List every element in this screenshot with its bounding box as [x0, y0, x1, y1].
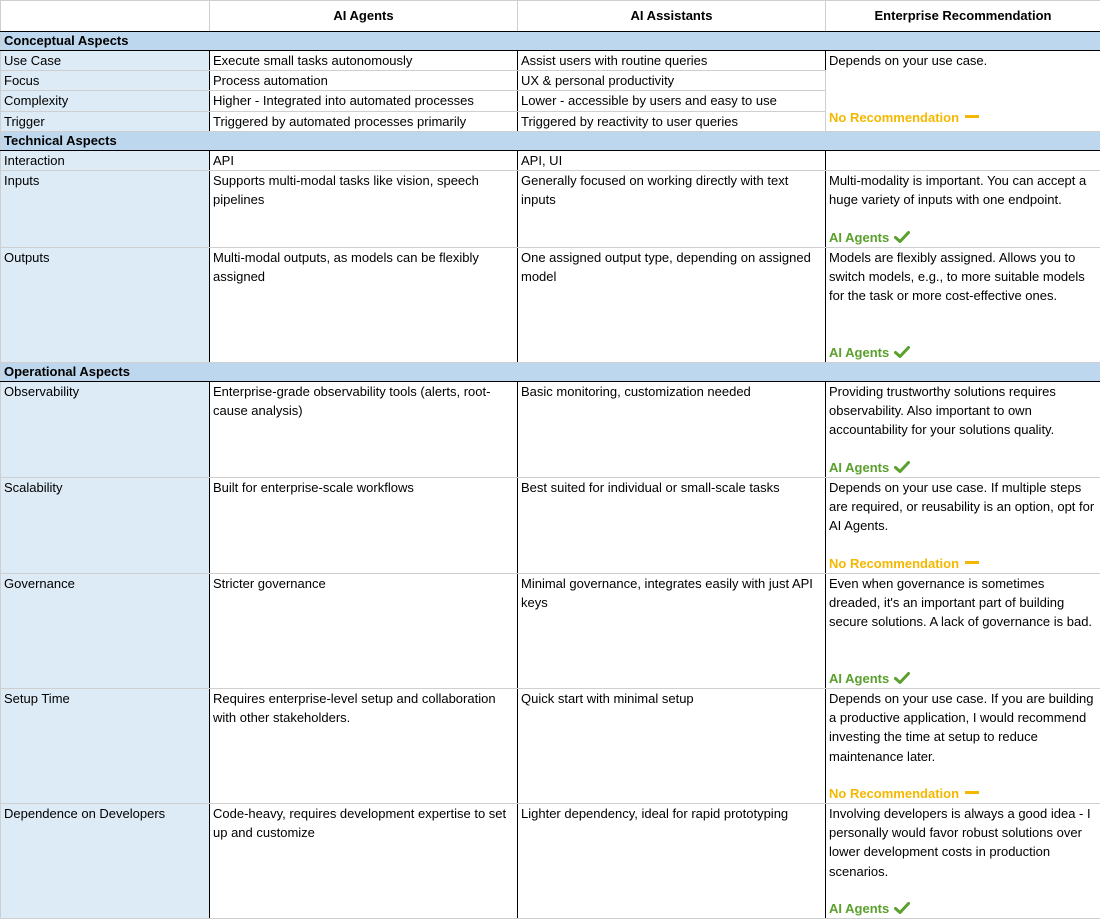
section-row-operational	[1, 363, 1100, 382]
checkmark-icon	[894, 902, 910, 914]
recommendation-status: AI Agents	[829, 670, 910, 687]
assistants-cell: Basic monitoring, customization needed	[518, 382, 826, 478]
section-row-technical	[1, 131, 1100, 150]
recommendation-text: Depends on your use case. If you are building a productive application, I would recommend investing the time at setup to reduce maintenance later.	[826, 689, 1100, 766]
recommendation-cell	[826, 689, 1100, 804]
assistants-cell: Best suited for individual or small-scale tasks	[518, 478, 826, 574]
agents-cell: Execute small tasks autonomously	[210, 51, 518, 71]
dash-icon	[965, 115, 979, 118]
recommendation-status: AI Agents	[829, 459, 910, 476]
table-row	[1, 248, 1100, 363]
agents-cell: Multi-modal outputs, as models can be flexibly assigned	[210, 248, 518, 363]
recommendation-status: AI Agents	[829, 900, 910, 917]
dash-icon	[965, 791, 979, 794]
recommendation-cell	[826, 804, 1100, 919]
table-row	[1, 51, 1100, 71]
row-label: Inputs	[1, 171, 210, 248]
header-row	[1, 1, 1100, 32]
agents-cell: Higher - Integrated into automated processes	[210, 91, 518, 111]
checkmark-icon	[894, 231, 910, 243]
recommendation-cell	[826, 171, 1100, 248]
recommendation-text: Even when governance is sometimes dreaded, it's an important part of building secure solutions. A lack of governance is bad.	[826, 574, 1100, 632]
table-row	[1, 689, 1100, 804]
agents-cell: Process automation	[210, 71, 518, 91]
row-label: Scalability	[1, 478, 210, 574]
recommendation-status: No Recommendation	[829, 555, 979, 572]
agents-cell: Triggered by automated processes primarily	[210, 111, 518, 131]
header-ai-agents: AI Agents	[210, 1, 518, 32]
agents-cell: Code-heavy, requires development expertise to set up and customize	[210, 804, 518, 919]
row-label: Setup Time	[1, 689, 210, 804]
row-label: Interaction	[1, 150, 210, 170]
recommendation-cell-empty	[826, 150, 1100, 170]
recommendation-status: AI Agents	[829, 344, 910, 361]
recommendation-cell	[826, 382, 1100, 478]
assistants-cell: Generally focused on working directly with text inputs	[518, 171, 826, 248]
header-enterprise-recommendation: Enterprise Recommendation	[826, 1, 1100, 32]
assistants-cell: API, UI	[518, 150, 826, 170]
assistants-cell: Lighter dependency, ideal for rapid prototyping	[518, 804, 826, 919]
recommendation-cell	[826, 574, 1100, 689]
header-corner	[1, 1, 210, 32]
recommendation-text: Involving developers is always a good idea - I personally would favor robust solutions over lower development costs in production scenarios.	[826, 804, 1100, 881]
row-label: Dependence on Developers	[1, 804, 210, 919]
recommendation-text: Depends on your use case.	[826, 51, 1100, 70]
section-title: Operational Aspects	[1, 363, 1100, 382]
agents-cell: Requires enterprise-level setup and collaboration with other stakeholders.	[210, 689, 518, 804]
row-label: Complexity	[1, 91, 210, 111]
recommendation-cell	[826, 51, 1100, 132]
table-row	[1, 574, 1100, 689]
checkmark-icon	[894, 672, 910, 684]
agents-cell: API	[210, 150, 518, 170]
table-row	[1, 382, 1100, 478]
dash-icon	[965, 561, 979, 564]
agents-cell: Built for enterprise-scale workflows	[210, 478, 518, 574]
checkmark-icon	[894, 346, 910, 358]
row-label: Outputs	[1, 248, 210, 363]
recommendation-status: No Recommendation	[829, 785, 979, 802]
row-label: Governance	[1, 574, 210, 689]
recommendation-text: Multi-modality is important. You can accept a huge variety of inputs with one endpoint.	[826, 171, 1100, 209]
table-row	[1, 804, 1100, 919]
recommendation-text: Providing trustworthy solutions requires observability. Also important to own accountability for your solutions quality.	[826, 382, 1100, 440]
agents-cell: Enterprise-grade observability tools (alerts, root-cause analysis)	[210, 382, 518, 478]
recommendation-status: No Recommendation	[829, 109, 979, 126]
row-label: Trigger	[1, 111, 210, 131]
row-label: Focus	[1, 71, 210, 91]
recommendation-cell	[826, 248, 1100, 363]
recommendation-status: AI Agents	[829, 229, 910, 246]
table-row	[1, 150, 1100, 170]
row-label: Use Case	[1, 51, 210, 71]
assistants-cell: Minimal governance, integrates easily with just API keys	[518, 574, 826, 689]
agents-cell: Supports multi-modal tasks like vision, speech pipelines	[210, 171, 518, 248]
recommendation-cell	[826, 478, 1100, 574]
section-row-conceptual	[1, 32, 1100, 51]
assistants-cell: Assist users with routine queries	[518, 51, 826, 71]
header-ai-assistants: AI Assistants	[518, 1, 826, 32]
assistants-cell: Triggered by reactivity to user queries	[518, 111, 826, 131]
assistants-cell: UX & personal productivity	[518, 71, 826, 91]
section-title: Technical Aspects	[1, 131, 1100, 150]
recommendation-text: Depends on your use case. If multiple steps are required, or reusability is an option, opt for AI Agents.	[826, 478, 1100, 536]
row-label: Observability	[1, 382, 210, 478]
assistants-cell: Lower - accessible by users and easy to use	[518, 91, 826, 111]
checkmark-icon	[894, 461, 910, 473]
assistants-cell: One assigned output type, depending on assigned model	[518, 248, 826, 363]
assistants-cell: Quick start with minimal setup	[518, 689, 826, 804]
section-title: Conceptual Aspects	[1, 32, 1100, 51]
table-row	[1, 171, 1100, 248]
table-row	[1, 478, 1100, 574]
agents-cell: Stricter governance	[210, 574, 518, 689]
recommendation-text: Models are flexibly assigned. Allows you to switch models, e.g., to more suitable models for the task or more cost-effective ones.	[826, 248, 1100, 306]
